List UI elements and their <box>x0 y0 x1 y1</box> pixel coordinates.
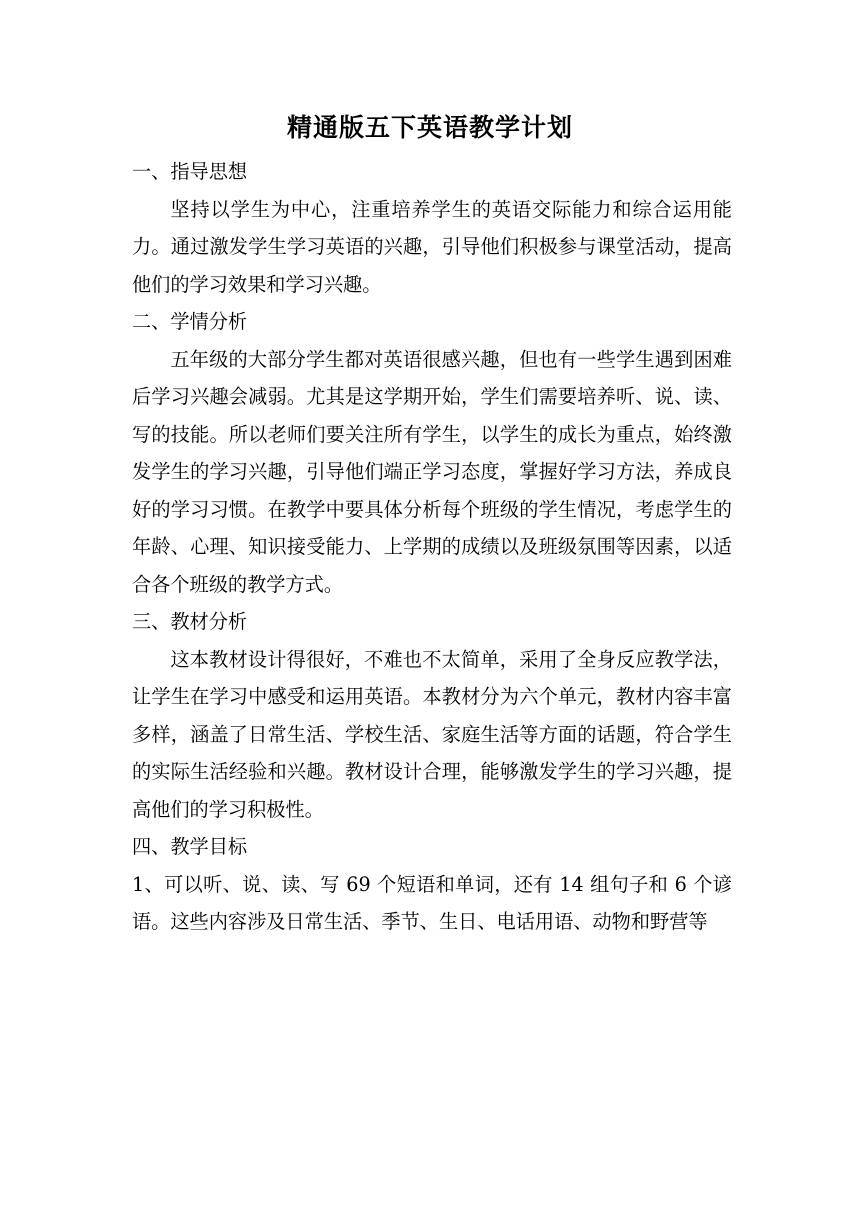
section-heading-teaching-goals: 四、教学目标 <box>132 835 248 858</box>
section-body-student-analysis: 五年级的大部分学生都对英语很感兴趣，但也有一些学生遇到困难后学习兴趣会减弱。尤其是这学期开始，学生们需要培养听、说、读、写的技能。所以老师们要关注所有学生，以学生的成长为重点，始终激发学生的学习兴趣，引导他们端正学习态度，掌握好学习方法，养成良好的学习习惯。在教学中要具体分析每个班级的学生情况，考虑学生的年龄、心理、知识接受能力、上学期的成绩以及班级氛围等因素，以适合各个班级的教学方式。 <box>132 347 732 596</box>
section-heading-student-analysis: 二、学情分析 <box>132 310 248 333</box>
section-body-teaching-goals: 1、可以听、说、读、写 69 个短语和单词，还有 14 组句子和 6 个谚语。这些内容涉及日常生活、季节、生日、电话用语、动物和野营等 <box>132 872 732 933</box>
document-body <box>132 153 732 941</box>
section-body-guiding-ideology: 坚持以学生为中心，注重培养学生的英语交际能力和综合运用能力。通过激发学生学习英语的兴趣，引导他们积极参与课堂活动，提高他们的学习效果和学习兴趣。 <box>132 197 732 296</box>
document-title: 精通版五下英语教学计划 <box>286 113 573 142</box>
section-body-textbook-analysis: 这本教材设计得很好，不难也不太简单，采用了全身反应教学法，让学生在学习中感受和运用英语。本教材分为六个单元，教材内容丰富多样，涵盖了日常生活、学校生活、家庭生活等方面的话题，符合学生的实际生活经验和兴趣。教材设计合理，能够激发学生的学习兴趣，提高他们的学习积极性。 <box>132 647 732 821</box>
section-heading-guiding-ideology: 一、指导思想 <box>132 160 248 183</box>
section-heading-textbook-analysis: 三、教材分析 <box>132 610 248 633</box>
